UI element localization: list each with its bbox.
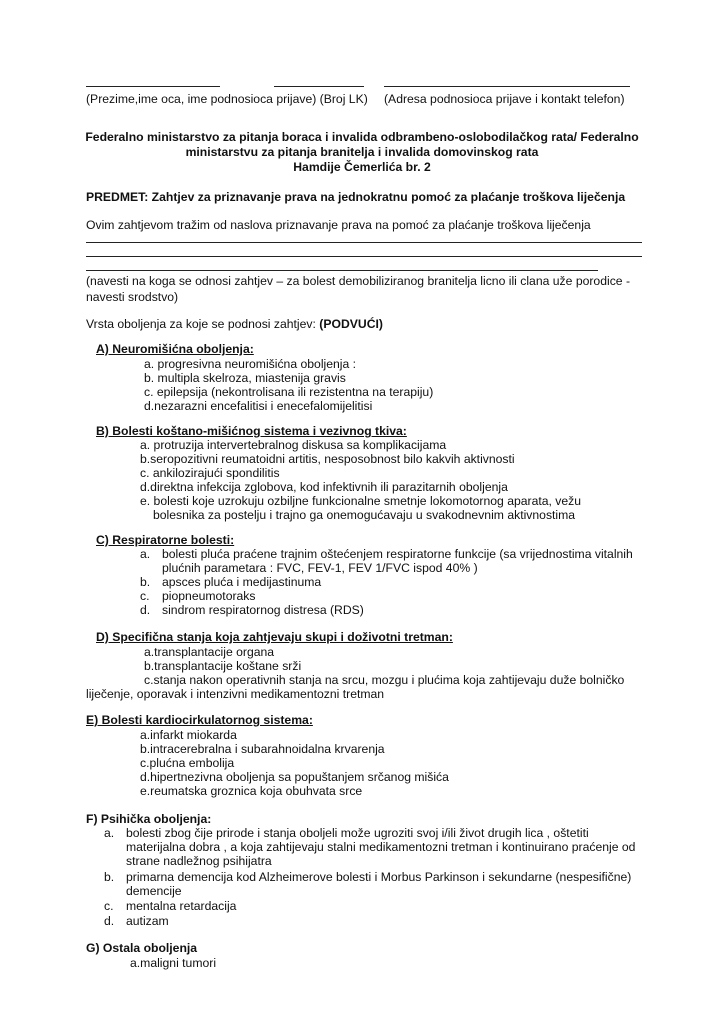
item-marker: d. (140, 603, 151, 617)
item-marker: a. (140, 547, 151, 561)
section-e-title: E) Bolesti kardiocirkulatornog sistema: (86, 713, 313, 727)
fill-line-1[interactable] (86, 242, 642, 243)
subject-line: PREDMET: Zahtjev za priznavanje prava na jednokratnu pomoć za plaćanje troškova liječenja (86, 190, 626, 204)
disease-type-emphasis: (PODVUĆI) (319, 317, 383, 331)
section-c-item (140, 603, 364, 617)
section-d-item: b.transplantacije koštane srži (144, 659, 302, 673)
applicant-caption: (Prezime,ime oca, ime podnosioca prijave) (Broj LK) (86, 92, 368, 106)
request-text: Ovim zahtjevom tražim od naslova priznavanje prava na pomoć za plaćanje troškova liječenja (86, 218, 591, 232)
section-f-item (104, 870, 631, 884)
section-a-item: b. multipla skelroza, miastenija gravis (144, 371, 346, 385)
item-text: demencije (126, 884, 182, 898)
section-d-item: c.stanja nakon operativnih stanja na srcu, mozgu i plućima koja zahtijevaju duže bolničko (144, 673, 625, 687)
address-signature-line (384, 86, 630, 87)
section-c-item (140, 547, 633, 561)
section-f-item (104, 854, 272, 868)
item-marker: b. (104, 870, 115, 884)
fill-line-2[interactable] (86, 256, 642, 257)
section-b-item: e. bolesti koje uzrokuju ozbiljne funkcionalne smetnje lokomotornog aparata, vežu (140, 494, 582, 508)
id-card-line (274, 86, 364, 87)
item-text: plućnih parametara : FVC, FEV-1, FEV 1/FVC ispod 40% ) (162, 561, 478, 575)
item-text: piopneumotoraks (162, 589, 256, 603)
item-text: primarna demencija kod Alzheimerove bolesti i Morbus Parkinson i sekundarne (nespesifične) (126, 870, 632, 884)
item-text: apsces pluća i medijastinuma (162, 575, 322, 589)
item-marker: c. (104, 899, 114, 913)
item-text: autizam (126, 914, 169, 928)
item-text: bolesti zbog čije prirode i stanja oboljeli može ugroziti svoj i/ili život drugih lica , oštetiti (126, 826, 589, 840)
section-c-item (140, 575, 321, 589)
section-d-item: a.transplantacije organa (144, 645, 275, 659)
item-text: sindrom respiratornog distresa (RDS) (162, 603, 364, 617)
section-g-item: a.maligni tumori (130, 956, 217, 970)
note-line-2: navesti srodstvo) (86, 290, 179, 304)
section-a-title: A) Neuromišićna oboljenja: (96, 342, 254, 356)
section-g-title: G) Ostala oboljenja (86, 941, 198, 955)
section-c-title: C) Respiratorne bolesti: (96, 533, 235, 547)
section-c-item (140, 589, 256, 603)
item-text: strane nadležnog psihijatra (126, 854, 272, 868)
item-text: mentalna retardacija (126, 899, 237, 913)
note-line-1: (navesti na koga se odnosi zahtjev – za bolest demobiliziranog branitelja licno ili clana uže porodice - (86, 274, 631, 288)
section-d-item-continued: liječenje, oporavak i intenzivni medikamentozni tretman (86, 687, 385, 701)
disease-type-heading (86, 317, 383, 331)
item-text: materijalna dobra , a koja zahtijevaju stalni medikamentozni tretman i kontinuirano praćenje od (126, 840, 636, 854)
section-f-title: F) Psihička oboljenja: (86, 812, 212, 826)
ministry-line-1: Federalno ministarstvo za pitanja boraca i invalida odbrambeno-oslobodilačkog rata/ Federalno (85, 130, 639, 144)
item-marker: d. (104, 914, 115, 928)
section-b-item: bolesnika za postelju i trajno ga onemogućavaju u svakodnevnim aktivnostima (153, 508, 576, 522)
section-e-item: c.plućna embolija (140, 756, 235, 770)
address-caption: (Adresa podnosioca prijave i kontakt telefon) (384, 92, 625, 106)
section-f-item (104, 899, 236, 913)
section-f-item (104, 884, 182, 898)
item-text: bolesti pluća praćene trajnim oštećenjem respiratorne funkcije (sa vrijednostima vitalnih (162, 547, 633, 561)
section-c-item (140, 561, 478, 575)
section-d-title: D) Specifična stanja koja zahtjevaju skupi i doživotni tretman: (96, 630, 453, 644)
section-b-item: b.seropozitivni reumatoidni artitis, nesposobnost bilo kakvih aktivnosti (140, 452, 515, 466)
section-b-item: c. ankilozirajući spondilitis (140, 466, 280, 480)
section-b-title: B) Bolesti koštano-mišićnog sistema i vezivnog tkiva: (96, 424, 407, 438)
section-a-item: a. progresivna neuromišićna oboljenja : (144, 357, 357, 371)
ministry-line-2: ministarstvu za pitanja branitelja i invalida domovinskog rata (185, 145, 539, 159)
section-f-item (104, 914, 169, 928)
ministry-line-3: Hamdije Čemerlića br. 2 (293, 160, 431, 174)
fill-line-3[interactable] (86, 270, 598, 271)
section-e-item: b.intracerebralna i subarahnoidalna krvarenja (140, 742, 385, 756)
section-f-item (104, 826, 589, 840)
section-f-item (104, 840, 635, 854)
item-marker: a. (104, 826, 115, 840)
section-b-item: a. protruzija intervertebralnog diskusa sa komplikacijama (140, 438, 447, 452)
section-a-item: c. epilepsija (nekontrolisana ili rezistentna na terapiju) (144, 385, 434, 399)
item-marker: c. (140, 589, 150, 603)
applicant-signature-line (86, 86, 220, 87)
section-b-item: d.direktna infekcija zglobova, kod infektivnih ili parazitarnih oboljenja (140, 480, 508, 494)
disease-type-label: Vrsta oboljenja za koje se podnosi zahtjev: (86, 317, 316, 331)
section-e-item: d.hipertnezivna oboljenja sa popuštanjem srčanog mišića (140, 770, 449, 784)
item-marker: b. (140, 575, 151, 589)
section-e-item: a.infarkt miokarda (140, 728, 237, 742)
section-e-item: e.reumatska groznica koja obuhvata srce (140, 784, 363, 798)
section-a-item: d.nezarazni encefalitisi i enecefalomijelitisi (144, 399, 373, 413)
